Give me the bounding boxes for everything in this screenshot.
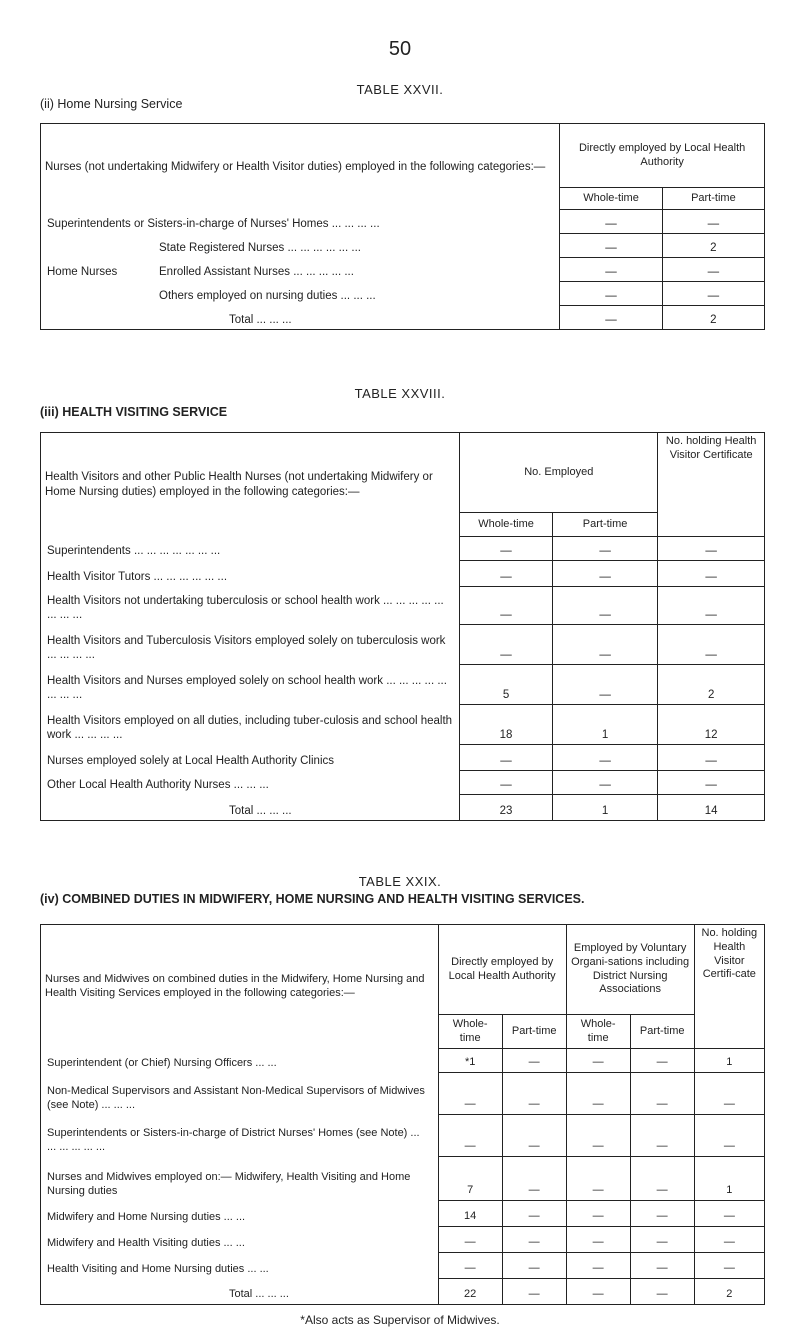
table-28-total-cell: 23 bbox=[460, 795, 553, 821]
table-29-cell: — bbox=[502, 1227, 566, 1253]
table-29-cell: — bbox=[630, 1073, 694, 1115]
table-29-row-label: Midwifery and Health Visiting duties ... ... bbox=[41, 1227, 439, 1253]
table-28-cell: — bbox=[658, 561, 765, 587]
table-29-cell: — bbox=[566, 1253, 630, 1279]
table-29-cell: — bbox=[438, 1115, 502, 1157]
table-29-cell: — bbox=[502, 1049, 566, 1073]
table-27-total-cell: — bbox=[560, 306, 662, 330]
table-29-cell: — bbox=[630, 1157, 694, 1201]
table-29-group-cert: No. holding Health Visitor Certifi-cate bbox=[694, 925, 764, 1015]
table-29-cell: — bbox=[566, 1201, 630, 1227]
table-28-cell: 1 bbox=[552, 705, 657, 745]
table-29-row-label: Superintendent (or Chief) Nursing Officers ... ... bbox=[41, 1049, 439, 1073]
table-29-cell: — bbox=[502, 1157, 566, 1201]
table-29-cell: — bbox=[566, 1157, 630, 1201]
table-29-cell: *1 bbox=[438, 1049, 502, 1073]
table-28-cell: — bbox=[658, 537, 765, 561]
table-27-row-label: State Registered Nurses ... ... ... ... ... ... bbox=[41, 234, 560, 258]
table-28-cell: — bbox=[552, 625, 657, 665]
table-29-cell: 7 bbox=[438, 1157, 502, 1201]
table-28-cell: 18 bbox=[460, 705, 553, 745]
table-29-cell: — bbox=[694, 1201, 764, 1227]
table-27-row-label: Superintendents or Sisters-in-charge of Nurses' Homes ... ... ... ... bbox=[41, 210, 560, 234]
table-28-cell: — bbox=[658, 771, 765, 795]
table-28-total-cell: 14 bbox=[658, 795, 765, 821]
table-28-cell: — bbox=[658, 625, 765, 665]
table-28 bbox=[40, 432, 765, 821]
table-29 bbox=[40, 924, 765, 1305]
table-29-row-label: Non-Medical Supervisors and Assistant Non-Medical Supervisors of Midwives (see Note) ... ... ... bbox=[41, 1073, 439, 1115]
table-29-footnote: *Also acts as Supervisor of Midwives. bbox=[300, 1313, 500, 1327]
table-28-col-part: Part-time bbox=[552, 513, 657, 537]
table-29-cell: — bbox=[502, 1201, 566, 1227]
page-number: 50 bbox=[388, 38, 412, 60]
home-nurses-group-label: Home Nurses bbox=[47, 266, 118, 279]
table-29-cell: — bbox=[694, 1253, 764, 1279]
table-27-cell: — bbox=[662, 282, 764, 306]
table-29-row-label: Nurses and Midwives employed on:— Midwifery, Health Visiting and Home Nursing duties bbox=[41, 1157, 439, 1201]
table-29-total-label: Total ... ... ... bbox=[41, 1279, 439, 1305]
table-28-cell: — bbox=[658, 587, 765, 625]
table-28-row-label: Superintendents ... ... ... ... ... ... ... bbox=[41, 537, 460, 561]
table-27-cell: — bbox=[560, 258, 662, 282]
table-27-group-header: Directly employed by Local Health Authority bbox=[560, 124, 765, 188]
table-29-row-label: Health Visiting and Home Nursing duties ... ... bbox=[41, 1253, 439, 1279]
table-28-intro: Health Visitors and other Public Health Nurses (not undertaking Midwifery or Home Nursing duties) employed in the following categories:— bbox=[41, 433, 460, 537]
table-29-col-vol-whole: Whole-time bbox=[566, 1015, 630, 1049]
table-29-cell: 1 bbox=[694, 1157, 764, 1201]
table-29-total-cell: 2 bbox=[694, 1279, 764, 1305]
table-27-total-label: Total ... ... ... bbox=[41, 306, 560, 330]
table-28-row-label: Health Visitors employed on all duties, including tuber-culosis and school health work ... ... ... ... bbox=[41, 705, 460, 745]
table-28-total-cell: 1 bbox=[552, 795, 657, 821]
table-29-title: TABLE XXIX. bbox=[358, 874, 442, 889]
table-29-cell: — bbox=[630, 1253, 694, 1279]
table-28-row-label: Health Visitors not undertaking tuberculosis or school health work ... ... ... ... ... ... ... ... bbox=[41, 587, 460, 625]
table-29-cell: — bbox=[694, 1227, 764, 1253]
table-27-row-label bbox=[41, 258, 560, 282]
table-29-cell: — bbox=[566, 1227, 630, 1253]
table-29-col-vol-part: Part-time bbox=[630, 1015, 694, 1049]
table-27-intro: Nurses (not undertaking Midwifery or Health Visitor duties) employed in the following categories:— bbox=[41, 124, 560, 210]
table-28-cell: — bbox=[460, 771, 553, 795]
table-29-cell: — bbox=[502, 1073, 566, 1115]
table-28-title: TABLE XXVIII. bbox=[354, 386, 446, 401]
table-27-cell: — bbox=[560, 210, 662, 234]
table-29-section: (iv) COMBINED DUTIES IN MIDWIFERY, HOME NURSING AND HEALTH VISITING SERVICES. bbox=[40, 892, 585, 906]
table-27-cell: — bbox=[662, 210, 764, 234]
table-29-col-direct-whole: Whole-time bbox=[438, 1015, 502, 1049]
table-28-col-whole: Whole-time bbox=[460, 513, 553, 537]
table-29-total-cell: — bbox=[566, 1279, 630, 1305]
table-29-cell: — bbox=[694, 1115, 764, 1157]
table-29-cell: 14 bbox=[438, 1201, 502, 1227]
table-29-row-label: Midwifery and Home Nursing duties ... ... bbox=[41, 1201, 439, 1227]
table-27-cell: 2 bbox=[662, 234, 764, 258]
table-28-cell: — bbox=[460, 745, 553, 771]
table-28-group-employed: No. Employed bbox=[460, 433, 658, 513]
table-29-cell: — bbox=[502, 1115, 566, 1157]
table-28-cell: — bbox=[460, 561, 553, 587]
table-28-cell: — bbox=[460, 537, 553, 561]
table-27-col-part: Part-time bbox=[662, 188, 764, 210]
table-28-row-label: Health Visitor Tutors ... ... ... ... ... ... bbox=[41, 561, 460, 587]
table-29-intro: Nurses and Midwives on combined duties in the Midwifery, Home Nursing and Health Visiting Services employed in the following categories:— bbox=[41, 925, 439, 1049]
table-29-cell: — bbox=[502, 1253, 566, 1279]
table-29-cell: — bbox=[694, 1073, 764, 1115]
table-27 bbox=[40, 123, 765, 330]
table-27-cell: — bbox=[560, 234, 662, 258]
table-29-cell: — bbox=[630, 1115, 694, 1157]
table-27-total-cell: 2 bbox=[662, 306, 764, 330]
table-29-group-direct: Directly employed by Local Health Authority bbox=[438, 925, 566, 1015]
table-27-row-label-text: Enrolled Assistant Nurses ... ... ... ... ... bbox=[159, 266, 354, 279]
table-29-cell: — bbox=[438, 1253, 502, 1279]
table-29-cell: — bbox=[566, 1073, 630, 1115]
table-29-cell: 1 bbox=[694, 1049, 764, 1073]
table-28-cell: — bbox=[552, 537, 657, 561]
table-28-cell: 5 bbox=[460, 665, 553, 705]
table-29-col-direct-part: Part-time bbox=[502, 1015, 566, 1049]
table-29-cell: — bbox=[630, 1049, 694, 1073]
table-27-title: TABLE XXVII. bbox=[356, 82, 444, 97]
table-28-cell: 12 bbox=[658, 705, 765, 745]
table-27-section: (ii) Home Nursing Service bbox=[40, 97, 183, 111]
table-29-cell: — bbox=[566, 1115, 630, 1157]
table-28-row-label: Other Local Health Authority Nurses ... ... ... bbox=[41, 771, 460, 795]
table-29-group-voluntary: Employed by Voluntary Organi-sations including District Nursing Associations bbox=[566, 925, 694, 1015]
table-28-group-cert: No. holding Health Visitor Certificate bbox=[658, 433, 765, 513]
table-29-total-cell: — bbox=[502, 1279, 566, 1305]
table-28-cell: — bbox=[658, 745, 765, 771]
table-29-total-cell: — bbox=[630, 1279, 694, 1305]
table-28-col-cert-blank bbox=[658, 513, 765, 537]
table-28-cell: — bbox=[552, 745, 657, 771]
table-28-section: (iii) HEALTH VISITING SERVICE bbox=[40, 405, 228, 419]
table-29-cell: — bbox=[438, 1227, 502, 1253]
table-29-row-label: Superintendents or Sisters-in-charge of District Nurses' Homes (see Note) ... ... ... ... ... ... bbox=[41, 1115, 439, 1157]
table-27-cell: — bbox=[662, 258, 764, 282]
table-28-cell: — bbox=[552, 771, 657, 795]
table-28-cell: — bbox=[552, 561, 657, 587]
table-28-cell: — bbox=[552, 665, 657, 705]
table-27-col-whole: Whole-time bbox=[560, 188, 662, 210]
table-29-cell: — bbox=[630, 1201, 694, 1227]
table-28-cell: — bbox=[552, 587, 657, 625]
table-28-cell: — bbox=[460, 625, 553, 665]
table-29-total-cell: 22 bbox=[438, 1279, 502, 1305]
table-28-cell: — bbox=[460, 587, 553, 625]
table-27-cell: — bbox=[560, 282, 662, 306]
table-29-cell: — bbox=[630, 1227, 694, 1253]
table-28-row-label: Health Visitors and Tuberculosis Visitors employed solely on tuberculosis work ... ... ... ... bbox=[41, 625, 460, 665]
table-29-cell: — bbox=[566, 1049, 630, 1073]
table-28-row-label: Health Visitors and Nurses employed solely on school health work ... ... ... ... ... ... ... ... bbox=[41, 665, 460, 705]
table-28-total-label: Total ... ... ... bbox=[41, 795, 460, 821]
table-28-row-label: Nurses employed solely at Local Health Authority Clinics bbox=[41, 745, 460, 771]
table-27-row-label: Others employed on nursing duties ... ... ... bbox=[41, 282, 560, 306]
table-29-col-cert-blank bbox=[694, 1015, 764, 1049]
table-28-cell: 2 bbox=[658, 665, 765, 705]
table-29-cell: — bbox=[438, 1073, 502, 1115]
